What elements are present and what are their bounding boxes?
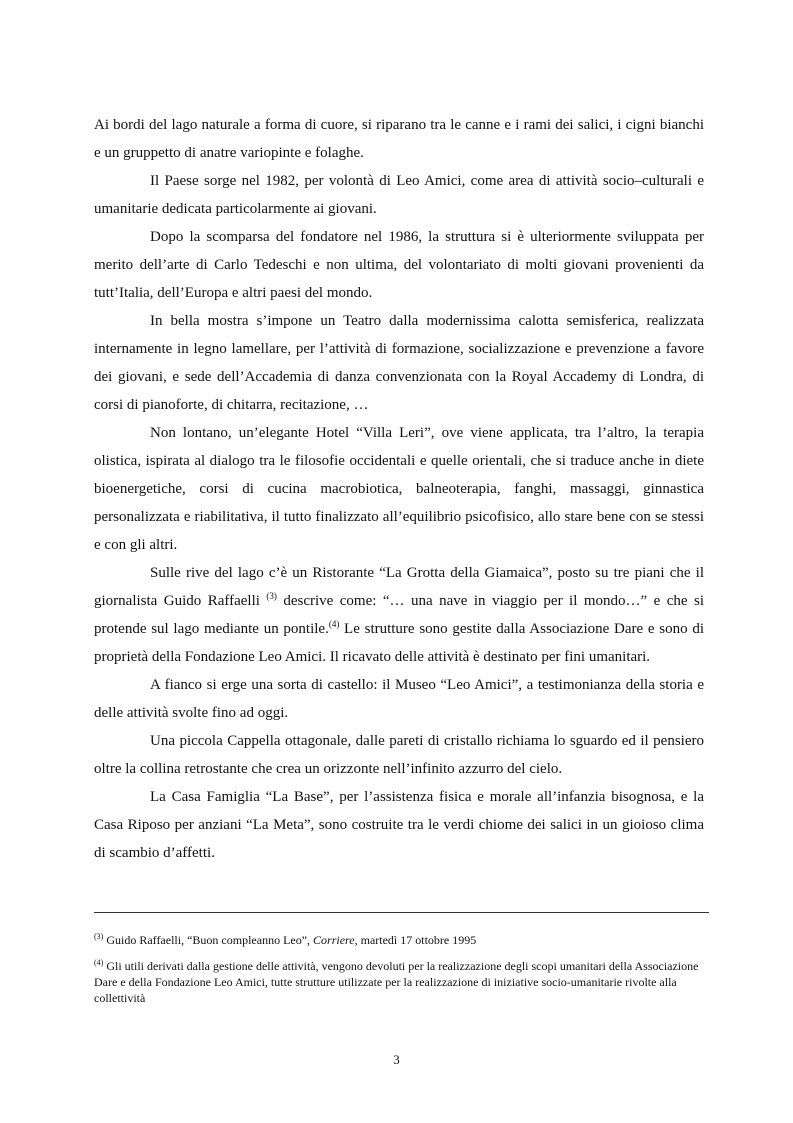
paragraph-chapel: Una piccola Cappella ottagonale, dalle pareti di cristallo richiama lo sguardo ed il pensiero oltre la collina retrostante che crea un orizzonte nell’infinito azzurro del cielo. <box>94 733 704 777</box>
footnote-marker: (4) <box>94 958 104 967</box>
paragraph-founding: Il Paese sorge nel 1982, per volontà di Leo Amici, come area di attività socio–culturali e umanitarie dedicata particolarmente ai giovani. <box>94 173 704 217</box>
footnote-source-title: Corriere, <box>313 933 358 947</box>
paragraph-homes: La Casa Famiglia “La Base”, per l’assistenza fisica e morale all’infanzia bisognosa, e la Casa Riposo per anziani “La Meta”, sono costruite tra le verdi chiome dei salici in un gioioso clima di scambio d’affetti. <box>94 789 704 861</box>
footnote-date: martedì 17 ottobre 1995 <box>357 933 477 947</box>
paragraph-development: Dopo la scomparsa del fondatore nel 1986, la struttura si è ulteriormente sviluppata per merito dell’arte di Carlo Tedeschi e non ultima, del volontariato di molti giovani provenienti da tutt’Italia, dell’Europa e altri paesi del mondo. <box>94 229 704 301</box>
footnote-text: Guido Raffaelli, “Buon compleanno Leo”, <box>103 933 314 947</box>
paragraph-lake: Ai bordi del lago naturale a forma di cuore, si riparano tra le canne e i rami dei salici, i cigni bianchi e un gruppetto di anatre variopinte e folaghe. <box>94 117 704 161</box>
footnote-3 <box>94 932 709 948</box>
footnote-ref-4: (4) <box>328 619 340 629</box>
footnote-divider <box>94 912 709 913</box>
paragraph-hotel: Non lontano, un’elegante Hotel “Villa Leri”, ove viene applicata, tra l’altro, la terapia olistica, ispirata al dialogo tra le filosofie occidentali e quelle orientali, che si traduce anche in diete bioenergetiche, corsi di cucina macrobiotica, balneoterapia, fanghi, massaggi, ginnastica personalizzata e riabilitativa, il tutto finalizzato all’equilibrio psicofisico, allo stare bene con se stessi e con gli altri. <box>94 425 704 553</box>
footnote-text: Gli utili derivati dalla gestione delle attività, vengono devoluti per la realizzazione degli scopi umanitari della Associazione Dare e della Fondazione Leo Amici, tutte strutture utilizzate per la realizzazione di iniziative socio-umanitarie rivolte alla collettività <box>94 959 699 1005</box>
restaurant-text-part-2: descrive come: “… una nave in viaggio per il mondo…” e che si protende sul lago mediante un pontile. <box>94 593 704 637</box>
body-text <box>94 111 704 867</box>
footnotes <box>94 932 709 1016</box>
footnote-marker: (3) <box>94 932 104 941</box>
footnote-ref-3: (3) <box>266 591 277 601</box>
page-number: 3 <box>393 1052 400 1067</box>
restaurant-text-part-1: Sulle rive del lago c’è un Ristorante “La Grotta della Giamaica”, posto su tre piani che il giornalista Guido Raffaelli <box>94 565 704 609</box>
paragraph-restaurant <box>94 559 704 671</box>
footnote-4 <box>94 958 709 1006</box>
restaurant-text-part-3: Le strutture sono gestite dalla Associazione Dare e sono di proprietà della Fondazione Leo Amici. Il ricavato delle attività è destinato per fini umanitari. <box>94 621 704 665</box>
paragraph-theatre: In bella mostra s’impone un Teatro dalla modernissima calotta semisferica, realizzata internamente in legno lamellare, per l’attività di formazione, socializzazione e prevenzione a favore dei giovani, e sede dell’Accademia di danza convenzionata con la Royal Accademy di Londra, di corsi di pianoforte, di chitarra, recitazione, … <box>94 313 704 413</box>
paragraph-museum: A fianco si erge una sorta di castello: il Museo “Leo Amici”, a testimonianza della storia e delle attività svolte fino ad oggi. <box>94 677 704 721</box>
